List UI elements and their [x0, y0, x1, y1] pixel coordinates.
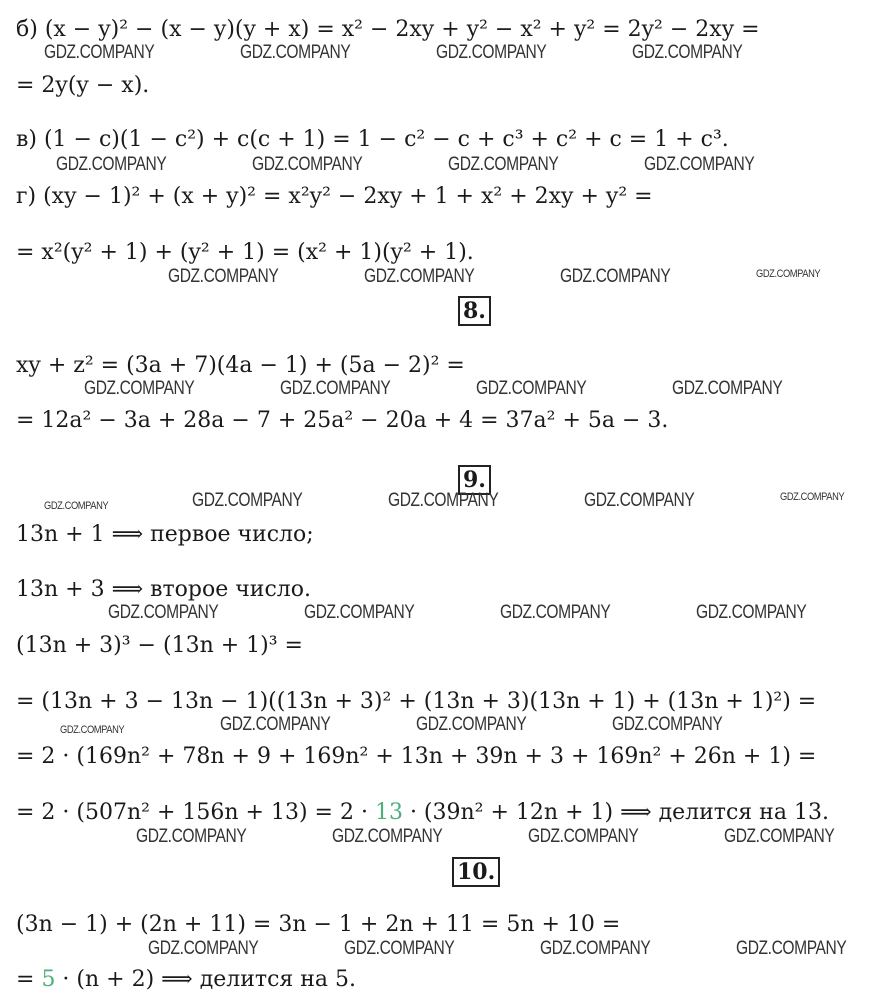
watermark: GDZ.COMPANY — [528, 826, 639, 847]
solution-g-line-1: г) (xy − 1)² + (x + y)² = x²y² − 2xy + 1 + x² + 2xy + y² = — [16, 184, 653, 209]
watermark: GDZ.COMPANY — [108, 602, 219, 623]
task9-line-5: = 2 · (169n² + 78n + 9 + 169n² + 13n + 39n + 3 + 169n² + 26n + 1) = — [16, 744, 817, 769]
task-number-10: 10. — [452, 857, 492, 887]
task10-line-2-pre: = — [16, 967, 42, 992]
watermark: GDZ.COMPANY — [84, 378, 195, 399]
watermark: GDZ.COMPANY — [60, 724, 125, 736]
task9-line-4: = (13n + 3 − 13n − 1)((13n + 3)² + (13n + 3)(13n + 1) + (13n + 1)²) = — [16, 689, 817, 714]
watermark: GDZ.COMPANY — [304, 602, 415, 623]
watermark: GDZ.COMPANY — [584, 490, 695, 511]
watermark: GDZ.COMPANY — [780, 491, 845, 503]
task-number-8: 8. — [458, 296, 486, 326]
watermark: GDZ.COMPANY — [644, 154, 755, 175]
watermark: GDZ.COMPANY — [500, 602, 611, 623]
watermark: GDZ.COMPANY — [168, 266, 279, 287]
watermark: GDZ.COMPANY — [280, 378, 391, 399]
task9-line-1: 13n + 1 ⟹ первое число; — [16, 522, 314, 547]
watermark: GDZ.COMPANY — [436, 42, 547, 63]
solution-b-line-2: = 2y(y − x). — [16, 73, 150, 98]
watermark: GDZ.COMPANY — [388, 490, 499, 511]
watermark: GDZ.COMPANY — [560, 266, 671, 287]
solution-g-line-2: = x²(y² + 1) + (y² + 1) = (x² + 1)(y² + 1). — [16, 240, 474, 265]
highlight-13: 13 — [374, 800, 403, 825]
watermark: GDZ.COMPANY — [612, 714, 723, 735]
watermark: GDZ.COMPANY — [476, 378, 587, 399]
task10-line-2 — [16, 966, 356, 994]
task8-line-1: xy + z² = (3a + 7)(4a − 1) + (5a − 2)² = — [16, 353, 465, 378]
watermark: GDZ.COMPANY — [240, 42, 351, 63]
solution-b-line-1: б) (x − y)² − (x − y)(y + x) = x² − 2xy + y² − x² + y² = 2y² − 2xy = — [16, 17, 760, 42]
task8-line-2: = 12a² − 3a + 28a − 7 + 25a² − 20a + 4 = 37a² + 5a − 3. — [16, 408, 669, 433]
watermark: GDZ.COMPANY — [136, 826, 247, 847]
task9-line-3: (13n + 3)³ − (13n + 1)³ = — [16, 633, 303, 658]
watermark: GDZ.COMPANY — [56, 154, 167, 175]
watermark: GDZ.COMPANY — [344, 938, 455, 959]
task-number-9: 9. — [458, 465, 486, 495]
watermark: GDZ.COMPANY — [220, 714, 331, 735]
watermark: GDZ.COMPANY — [192, 490, 303, 511]
watermark: GDZ.COMPANY — [672, 378, 783, 399]
watermark: GDZ.COMPANY — [448, 154, 559, 175]
task9-line-2: 13n + 3 ⟹ второе число. — [16, 577, 311, 602]
task9-line-6-pre: = 2 · (507n² + 156n + 13) = 2 · — [16, 800, 375, 825]
watermark: GDZ.COMPANY — [696, 602, 807, 623]
watermark: GDZ.COMPANY — [756, 268, 821, 280]
task10-line-2-post: · (n + 2) ⟹ делится на 5. — [55, 967, 357, 992]
watermark: GDZ.COMPANY — [736, 938, 847, 959]
watermark: GDZ.COMPANY — [148, 938, 259, 959]
task10-line-1: (3n − 1) + (2n + 11) = 3n − 1 + 2n + 11 = 5n + 10 = — [16, 912, 621, 937]
watermark: GDZ.COMPANY — [416, 714, 527, 735]
watermark: GDZ.COMPANY — [44, 42, 155, 63]
highlight-5: 5 — [41, 967, 56, 992]
watermark: GDZ.COMPANY — [252, 154, 363, 175]
watermark: GDZ.COMPANY — [364, 266, 475, 287]
task9-line-6 — [16, 799, 829, 827]
task9-line-6-post: · (39n² + 12n + 1) ⟹ делится на 13. — [402, 800, 829, 825]
solution-v-line-1: в) (1 − c)(1 − c²) + c(c + 1) = 1 − c² − c + c³ + c² + c = 1 + c³. — [16, 127, 729, 152]
watermark: GDZ.COMPANY — [44, 500, 109, 512]
watermark: GDZ.COMPANY — [632, 42, 743, 63]
watermark: GDZ.COMPANY — [724, 826, 835, 847]
watermark: GDZ.COMPANY — [332, 826, 443, 847]
watermark: GDZ.COMPANY — [540, 938, 651, 959]
